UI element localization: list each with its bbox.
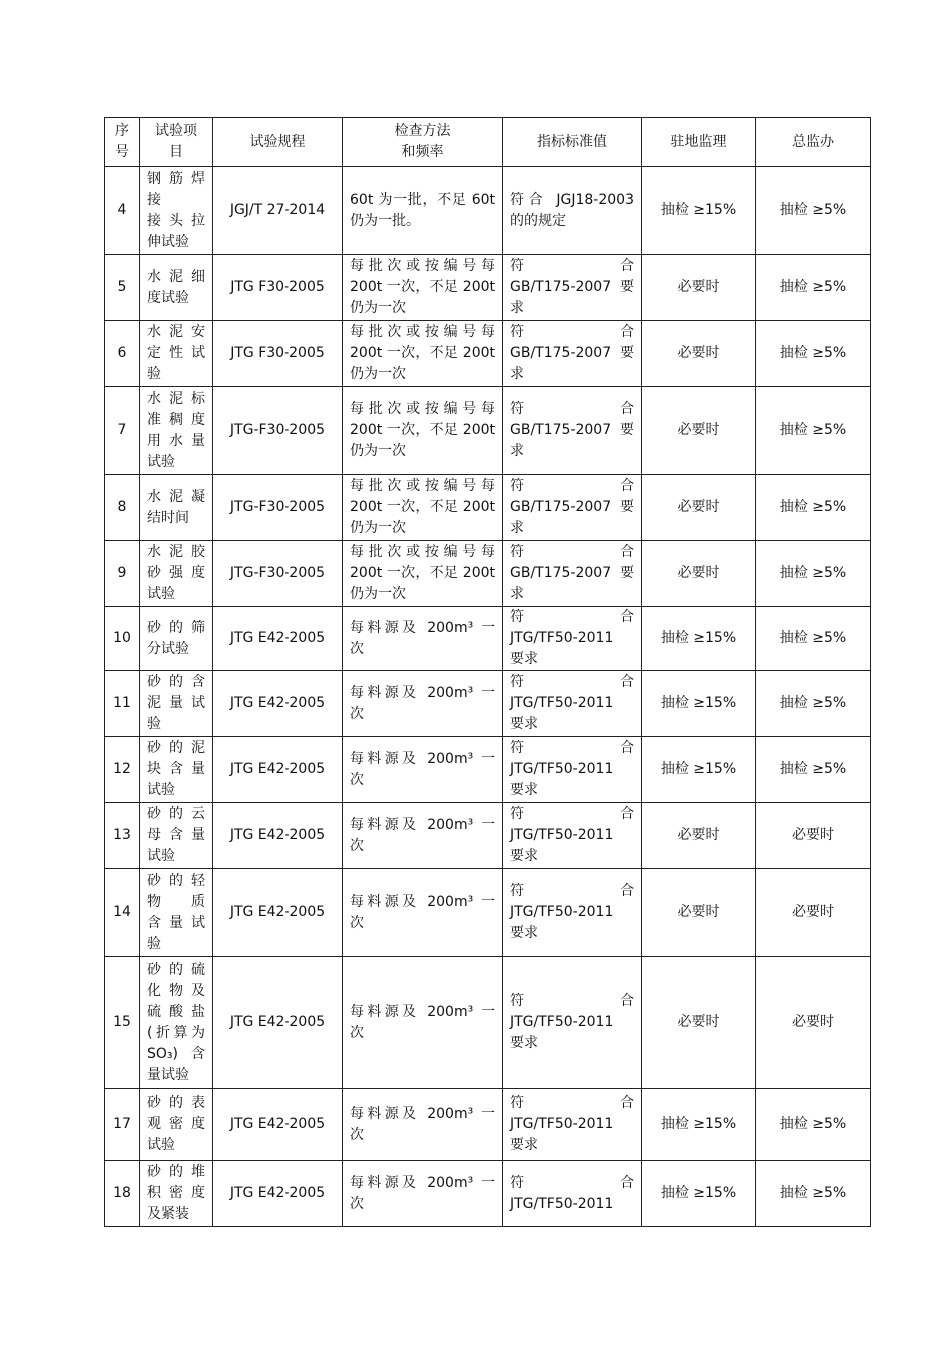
check-method-line: 200t 一次，不足 200t xyxy=(350,345,495,361)
general-office: 抽检 ≥5% xyxy=(756,321,871,387)
standard-value-line: JTG/TF50-2011 xyxy=(510,1195,614,1212)
standard-value-line: 求 xyxy=(510,366,524,382)
test-item-line: 砂的表 xyxy=(147,1095,205,1111)
site-supervision: 必要时 xyxy=(642,321,756,387)
check-method xyxy=(343,167,503,255)
test-item-line: SO₃) 含 xyxy=(147,1045,205,1062)
test-item xyxy=(140,541,213,607)
test-item-line: 用水量 xyxy=(147,432,205,449)
test-item-line: 砂的筛 xyxy=(147,619,205,636)
general-office: 抽检 ≥5% xyxy=(756,671,871,737)
test-item-line: 度试验 xyxy=(147,289,189,306)
standard-value-line: 的的规定 xyxy=(510,212,566,229)
standard-value-line: 求 xyxy=(510,520,524,536)
check-method-line: 次 xyxy=(350,771,364,788)
row-number: 8 xyxy=(105,475,140,541)
site-supervision: 必要时 xyxy=(642,475,756,541)
standard-value-line: 符合 xyxy=(510,674,634,690)
check-method-line: 仍为一次 xyxy=(350,366,406,382)
test-item-line: 母含量 xyxy=(147,827,205,843)
header-no: 序 号 xyxy=(105,118,140,167)
check-method-line: 200t 一次，不足 200t xyxy=(350,565,495,581)
test-item-line: 砂的云 xyxy=(147,806,205,822)
row-number: 13 xyxy=(105,803,140,869)
standard-value-line: 符合 xyxy=(510,993,634,1009)
site-supervision: 抽检 ≥15% xyxy=(642,167,756,255)
standard-value-line: 要求 xyxy=(510,651,538,667)
test-item-line: 钢筋焊 xyxy=(147,170,205,187)
check-method-line: 仍为一次 xyxy=(350,586,406,602)
site-supervision: 必要时 xyxy=(642,255,756,321)
standard-value-line: GB/T175-2007 要 xyxy=(510,345,634,361)
test-item-line: 泥量试 xyxy=(147,695,205,711)
header-general: 总监办 xyxy=(756,118,871,167)
check-method xyxy=(343,1161,503,1227)
site-supervision: 必要时 xyxy=(642,957,756,1089)
table-row xyxy=(105,869,871,957)
standard-value-line: 要求 xyxy=(510,782,538,798)
standard-value-line: 求 xyxy=(510,586,524,602)
test-item-line: 定性试 xyxy=(147,345,205,361)
check-method-line: 次 xyxy=(350,1195,364,1212)
standard-value-line: 要求 xyxy=(510,1035,538,1051)
test-code: JTG E42-2005 xyxy=(213,1089,343,1161)
test-item-line: 块含量 xyxy=(147,761,205,777)
table-row xyxy=(105,541,871,607)
row-number: 14 xyxy=(105,869,140,957)
table-row xyxy=(105,607,871,671)
row-number: 12 xyxy=(105,737,140,803)
standard-value-line: 符合 xyxy=(510,478,634,494)
check-method-line: 次 xyxy=(350,705,364,722)
header-standard: 指标标准值 xyxy=(503,118,642,167)
test-code: JTG F30-2005 xyxy=(213,321,343,387)
test-item-line: 验 xyxy=(147,935,161,952)
check-method-line: 200t 一次，不足 200t xyxy=(350,422,495,438)
standard-value xyxy=(503,957,642,1089)
check-method-line: 每批次或按编号每 xyxy=(350,258,495,274)
test-item-line: 化物及 xyxy=(147,982,205,999)
standard-value xyxy=(503,671,642,737)
standard-value xyxy=(503,607,642,671)
test-item-line: 观密度 xyxy=(147,1116,205,1132)
test-code: JTG E42-2005 xyxy=(213,737,343,803)
standard-value xyxy=(503,541,642,607)
standard-value xyxy=(503,475,642,541)
standard-value-line: JTG/TF50-2011 xyxy=(510,761,614,777)
standard-value-line: 符合 xyxy=(510,258,634,274)
test-code: JTG-F30-2005 xyxy=(213,475,343,541)
check-method xyxy=(343,607,503,671)
general-office: 抽检 ≥5% xyxy=(756,475,871,541)
site-supervision: 必要时 xyxy=(642,387,756,475)
standard-value-line: JTG/TF50-2011 xyxy=(510,827,614,843)
standard-value xyxy=(503,803,642,869)
standard-value xyxy=(503,1161,642,1227)
check-method-line: 每料源及 200m³ 一 xyxy=(350,750,495,767)
test-item-line: 砂的含 xyxy=(147,674,205,690)
row-number: 17 xyxy=(105,1089,140,1161)
test-item xyxy=(140,1089,213,1161)
general-office: 抽检 ≥5% xyxy=(756,541,871,607)
general-office: 抽检 ≥5% xyxy=(756,607,871,671)
test-item-line: 伸试验 xyxy=(147,233,189,250)
table-row xyxy=(105,671,871,737)
check-method xyxy=(343,387,503,475)
test-code: JTG F30-2005 xyxy=(213,255,343,321)
standard-value-line: JTG/TF50-2011 xyxy=(510,695,614,711)
test-code: JTG-F30-2005 xyxy=(213,387,343,475)
row-number: 6 xyxy=(105,321,140,387)
test-item-line: (折算为 xyxy=(147,1024,205,1041)
test-item-line: 试验 xyxy=(147,782,175,798)
test-item xyxy=(140,1161,213,1227)
test-item-line: 及紧装 xyxy=(147,1206,189,1222)
test-code: JGJ/T 27-2014 xyxy=(213,167,343,255)
standard-value-line: GB/T175-2007 要 xyxy=(510,279,634,295)
check-method-line: 次 xyxy=(350,914,364,931)
check-method-line: 每料源及 200m³ 一 xyxy=(350,816,495,833)
test-code: JTG E42-2005 xyxy=(213,671,343,737)
test-item xyxy=(140,255,213,321)
general-office: 抽检 ≥5% xyxy=(756,1161,871,1227)
standard-value-line: 符合 xyxy=(510,740,634,756)
table-row xyxy=(105,475,871,541)
test-item-line: 砂的堆 xyxy=(147,1164,205,1180)
standard-value xyxy=(503,869,642,957)
test-item xyxy=(140,321,213,387)
test-item xyxy=(140,475,213,541)
general-office: 抽检 ≥5% xyxy=(756,1089,871,1161)
standard-value-line: JTG/TF50-2011 xyxy=(510,1116,614,1132)
standard-value-line: 要求 xyxy=(510,848,538,864)
table-row xyxy=(105,167,871,255)
test-item-line: 砂的轻 xyxy=(147,872,205,889)
test-item xyxy=(140,387,213,475)
standard-value-line: 符合 xyxy=(510,401,634,417)
test-item-line: 准稠度 xyxy=(147,411,205,428)
check-method-line: 200t 一次，不足 200t xyxy=(350,279,495,295)
test-item-line: 水泥细 xyxy=(147,268,205,285)
check-method xyxy=(343,1089,503,1161)
standard-value-line: JTG/TF50-2011 xyxy=(510,630,614,646)
test-item-line: 试验 xyxy=(147,1137,175,1153)
standard-value xyxy=(503,255,642,321)
standard-value-line: 要求 xyxy=(510,1137,538,1153)
check-method-line: 每料源及 200m³ 一 xyxy=(350,893,495,910)
check-method xyxy=(343,321,503,387)
test-item-line: 硫酸盐 xyxy=(147,1003,205,1020)
general-office: 抽检 ≥5% xyxy=(756,167,871,255)
standard-value-line: 求 xyxy=(510,300,524,316)
site-supervision: 必要时 xyxy=(642,803,756,869)
standard-value xyxy=(503,387,642,475)
check-method-line: 每料源及 200m³ 一 xyxy=(350,619,495,636)
header-row xyxy=(105,118,871,167)
check-method-line: 次 xyxy=(350,837,364,854)
standard-value-line: 求 xyxy=(510,443,524,459)
row-number: 15 xyxy=(105,957,140,1089)
standard-value-line: 符合 xyxy=(510,324,634,340)
test-item-line: 水泥胶 xyxy=(147,544,205,560)
check-method xyxy=(343,803,503,869)
test-code: JTG-F30-2005 xyxy=(213,541,343,607)
general-office: 必要时 xyxy=(756,803,871,869)
standard-value-line: 符合 xyxy=(510,806,634,822)
test-item-line: 验 xyxy=(147,366,161,382)
standard-value-line: 符合 JGJ18-2003 xyxy=(510,191,634,208)
check-method-line: 每批次或按编号每 xyxy=(350,478,495,494)
check-method-line: 每料源及 200m³ 一 xyxy=(350,1174,495,1191)
test-item xyxy=(140,869,213,957)
row-number: 10 xyxy=(105,607,140,671)
test-item-line: 分试验 xyxy=(147,640,189,657)
check-method-line: 每批次或按编号每 xyxy=(350,324,495,340)
general-office: 抽检 ≥5% xyxy=(756,737,871,803)
row-number: 18 xyxy=(105,1161,140,1227)
check-method xyxy=(343,737,503,803)
test-code: JTG E42-2005 xyxy=(213,1161,343,1227)
test-item-line: 接 xyxy=(147,191,161,208)
test-item-line: 试验 xyxy=(147,586,175,602)
site-supervision: 必要时 xyxy=(642,541,756,607)
check-method-line: 每料源及 200m³ 一 xyxy=(350,1105,495,1122)
header-site: 驻地监理 xyxy=(642,118,756,167)
row-number: 7 xyxy=(105,387,140,475)
test-item xyxy=(140,803,213,869)
test-code: JTG E42-2005 xyxy=(213,869,343,957)
standard-value-line: 符合 xyxy=(510,609,634,625)
test-item-line: 水泥标 xyxy=(147,390,205,407)
table-row xyxy=(105,387,871,475)
check-method xyxy=(343,869,503,957)
general-office: 必要时 xyxy=(756,869,871,957)
test-item xyxy=(140,167,213,255)
table-row xyxy=(105,737,871,803)
check-method xyxy=(343,541,503,607)
check-method-line: 每料源及 200m³ 一 xyxy=(350,1003,495,1020)
test-code: JTG E42-2005 xyxy=(213,607,343,671)
site-supervision: 抽检 ≥15% xyxy=(642,607,756,671)
check-method-line: 仍为一批。 xyxy=(350,212,420,229)
header-item: 试验项 目 xyxy=(140,118,213,167)
test-item-line: 砂的硫 xyxy=(147,961,205,978)
test-item-line: 水泥安 xyxy=(147,324,205,340)
row-number: 9 xyxy=(105,541,140,607)
standard-value-line: 符合 xyxy=(510,1095,634,1111)
test-item-line: 水泥凝 xyxy=(147,488,205,505)
standard-value xyxy=(503,167,642,255)
standard-value xyxy=(503,1089,642,1161)
test-item-line: 物质 xyxy=(147,893,205,910)
general-office: 抽检 ≥5% xyxy=(756,255,871,321)
check-method xyxy=(343,671,503,737)
site-supervision: 抽检 ≥15% xyxy=(642,1089,756,1161)
table-body xyxy=(105,167,871,1227)
standard-value-line: 符合 xyxy=(510,1174,634,1191)
general-office: 抽检 ≥5% xyxy=(756,387,871,475)
test-item-line: 试验 xyxy=(147,453,175,470)
table-row xyxy=(105,1161,871,1227)
standard-value-line: 要求 xyxy=(510,925,538,941)
test-item-line: 量试验 xyxy=(147,1066,189,1083)
test-item xyxy=(140,607,213,671)
check-method-line: 次 xyxy=(350,1126,364,1143)
general-office: 必要时 xyxy=(756,957,871,1089)
check-method-line: 每批次或按编号每 xyxy=(350,544,495,560)
test-code: JTG E42-2005 xyxy=(213,803,343,869)
table-row xyxy=(105,321,871,387)
test-item-line: 接头拉 xyxy=(147,212,205,229)
row-number: 4 xyxy=(105,167,140,255)
standard-value-line: JTG/TF50-2011 xyxy=(510,904,614,920)
table-row xyxy=(105,803,871,869)
check-method-line: 次 xyxy=(350,1024,364,1041)
check-method xyxy=(343,475,503,541)
row-number: 5 xyxy=(105,255,140,321)
test-code: JTG E42-2005 xyxy=(213,957,343,1089)
test-item xyxy=(140,671,213,737)
test-item-line: 试验 xyxy=(147,848,175,864)
standard-value-line: 符合 xyxy=(510,544,634,560)
test-item-line: 积密度 xyxy=(147,1185,205,1201)
test-item-line: 结时间 xyxy=(147,509,189,526)
table-row xyxy=(105,957,871,1089)
check-method-line: 仍为一次 xyxy=(350,443,406,459)
standard-value-line: GB/T175-2007 要 xyxy=(510,565,634,581)
row-number: 11 xyxy=(105,671,140,737)
standard-value-line: 要求 xyxy=(510,716,538,732)
site-supervision: 抽检 ≥15% xyxy=(642,1161,756,1227)
header-code: 试验规程 xyxy=(213,118,343,167)
standard-value-line: 符合 xyxy=(510,883,634,899)
header-method: 检查方法 和频率 xyxy=(343,118,503,167)
site-supervision: 抽检 ≥15% xyxy=(642,671,756,737)
check-method-line: 每料源及 200m³ 一 xyxy=(350,684,495,701)
test-item xyxy=(140,737,213,803)
table-row xyxy=(105,1089,871,1161)
standard-value-line: GB/T175-2007 要 xyxy=(510,499,634,515)
check-method-line: 每批次或按编号每 xyxy=(350,401,495,417)
check-method-line: 200t 一次，不足 200t xyxy=(350,499,495,515)
check-method-line: 60t 为一批，不足 60t xyxy=(350,191,495,208)
test-item-line: 含量试 xyxy=(147,914,205,931)
standard-value xyxy=(503,321,642,387)
test-item xyxy=(140,957,213,1089)
test-item-line: 砂的泥 xyxy=(147,740,205,756)
standard-value-line: GB/T175-2007 要 xyxy=(510,422,634,438)
check-method-line: 仍为一次 xyxy=(350,300,406,316)
test-item-line: 验 xyxy=(147,716,161,732)
check-method-line: 仍为一次 xyxy=(350,520,406,536)
site-supervision: 必要时 xyxy=(642,869,756,957)
check-method xyxy=(343,255,503,321)
table-row xyxy=(105,255,871,321)
check-method-line: 次 xyxy=(350,640,364,657)
test-item-line: 砂强度 xyxy=(147,565,205,581)
standard-value-line: JTG/TF50-2011 xyxy=(510,1014,614,1030)
standard-value xyxy=(503,737,642,803)
inspection-table xyxy=(104,117,871,1227)
check-method xyxy=(343,957,503,1089)
site-supervision: 抽检 ≥15% xyxy=(642,737,756,803)
